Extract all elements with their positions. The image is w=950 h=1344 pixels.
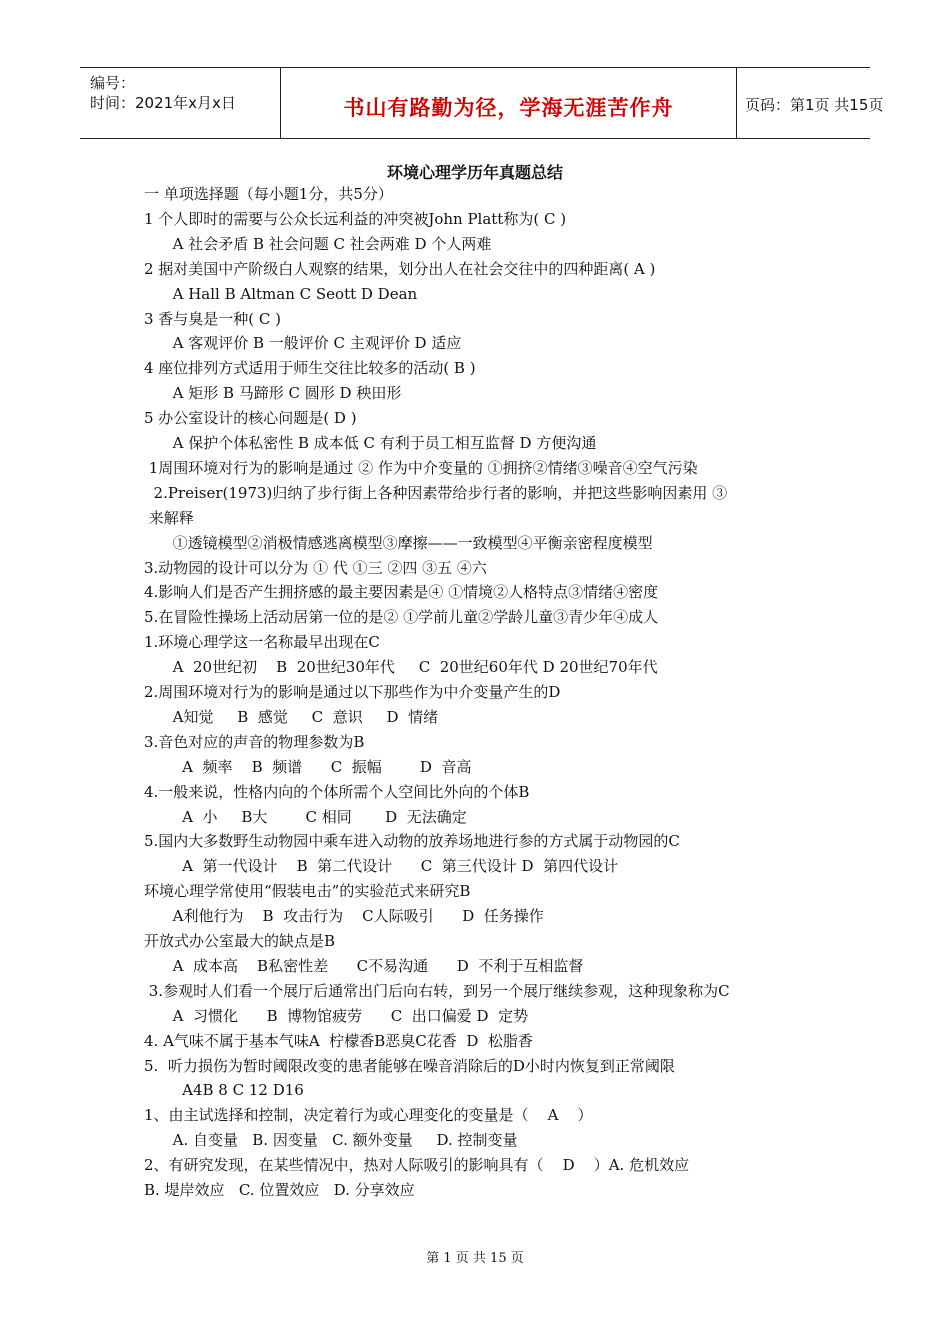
text-line: A 第一代设计 B 第二代设计 C 第三代设计 D 第四代设计: [144, 857, 619, 876]
text-line: 2 据对美国中产阶级白人观察的结果，划分出人在社会交往中的四种距离( A ): [144, 259, 656, 278]
page-header: [80, 67, 884, 139]
text-line: A 20世纪初 B 20世纪30年代 C 20世纪60年代 D 20世纪70年代: [144, 658, 658, 677]
text-line: 5 办公室设计的核心问题是( D ): [144, 409, 357, 428]
header-page-cell: [737, 68, 884, 138]
text-line: A Hall B Altman C Seott D Dean: [144, 284, 418, 303]
text-line: 1 个人即时的需要与公众长远利益的冲突被John Platt称为( C ): [144, 209, 567, 228]
text-line: 4. A气味不属于基本气味A 柠檬香B恶臭C花香 D 松脂香: [144, 1031, 533, 1050]
text-line: A. 自变量 B. 因变量 C. 额外变量 D. 控制变量: [144, 1131, 518, 1150]
text-line: 4.影响人们是否产生拥挤感的最主要因素是④ ①情境②人格特点③情绪④密度: [144, 583, 659, 602]
text-line: 4 座位排列方式适用于师生交往比较多的活动( B ): [144, 359, 476, 378]
text-line: 3.音色对应的声音的物理参数为B: [144, 732, 365, 751]
time-label: 时间：2021年x月x日: [90, 94, 236, 112]
text-line: 3 香与臭是一种( C ): [144, 309, 282, 328]
text-line: 5.国内大多数野生动物园中乘车进入动物的放养场地进行参的方式属于动物园的C: [144, 832, 680, 851]
text-line: A 社会矛盾 B 社会问题 C 社会两难 D 个人两难: [144, 234, 492, 253]
text-line: B. 堤岸效应 C. 位置效应 D. 分享效应: [144, 1181, 415, 1199]
text-line: 2、有研究发现，在某些情况中，热对人际吸引的影响具有（ D ）A. 危机效应: [144, 1156, 690, 1175]
text-line: 一 单项选择题（每小题1分，共5分）: [144, 185, 393, 203]
text-line: A 频率 B 频谱 C 振幅 D 音高: [144, 757, 472, 776]
text-line: 5.在冒险性操场上活动居第一位的是② ①学前儿童②学龄儿童③青少年④成人: [144, 608, 659, 627]
text-line: A 成本高 B私密性差 C不易沟通 D 不利于互相监督: [144, 956, 584, 975]
page-number-label: 页码：第1页 共15页: [745, 96, 884, 114]
text-line: A4B 8 C 12 D16: [144, 1081, 304, 1100]
text-line: A 保护个体私密性 B 成本低 C 有利于员工相互监督 D 方便沟通: [144, 434, 597, 452]
motto-text: 书山有路勤为径，学海无涯苦作舟: [343, 96, 674, 120]
text-line: 开放式办公室最大的缺点是B: [144, 932, 336, 950]
text-line: A利他行为 B 攻击行为 C人际吸引 D 任务操作: [144, 907, 544, 926]
text-line: 1.环境心理学这一名称最早出现在C: [144, 633, 380, 652]
text-line: 1、由主试选择和控制，决定着行为或心理变化的变量是（ A ）: [144, 1106, 593, 1125]
text-line: ①透镜模型②消极情感逃离模型③摩擦——一致模型④平衡亲密程度模型: [144, 533, 653, 552]
number-label: 编号：: [90, 74, 136, 92]
text-line: 1周围环境对行为的影响是通过 ② 作为中介变量的 ①拥挤②情绪③噪音④空气污染: [144, 458, 698, 477]
text-line: A 矩形 B 马蹄形 C 圆形 D 秧田形: [144, 384, 402, 403]
text-line: A知觉 B 感觉 C 意识 D 情绪: [144, 707, 439, 726]
text-line: 5. 听力损伤为暂时阈限改变的患者能够在噪音消除后的D小时内恢复到正常阈限: [144, 1056, 675, 1075]
header-motto-cell: [280, 68, 737, 138]
text-line: 4.一般来说，性格内向的个体所需个人空间比外向的个体B: [144, 782, 530, 801]
header-info-cell: [80, 68, 280, 138]
text-line: A 小 B大 C 相同 D 无法确定: [144, 807, 467, 826]
text-line: 来解释: [144, 508, 194, 527]
text-line: A 习惯化 B 博物馆疲劳 C 出口偏爱 D 定势: [144, 1006, 529, 1025]
text-line: 3.参观时人们看一个展厅后通常出门后向右转，到另一个展厅继续参观，这种现象称为C: [144, 981, 730, 1000]
text-line: 2.Preiser(1973)归纳了步行街上各种因素带给步行者的影响，并把这些影响因素用 ③: [144, 483, 728, 502]
text-line: 2.周围环境对行为的影响是通过以下那些作为中介变量产生的D: [144, 683, 561, 701]
text-line: 环境心理学常使用“假装电击”的实验范式来研究B: [144, 882, 471, 901]
document-title: 环境心理学历年真题总结: [386, 163, 563, 182]
page-footer: 第 1 页 共 15 页: [426, 1251, 524, 1266]
text-line: 3.动物园的设计可以分为 ① 代 ①三 ②四 ③五 ④六: [144, 558, 487, 577]
text-line: A 客观评价 B 一般评价 C 主观评价 D 适应: [144, 334, 462, 353]
